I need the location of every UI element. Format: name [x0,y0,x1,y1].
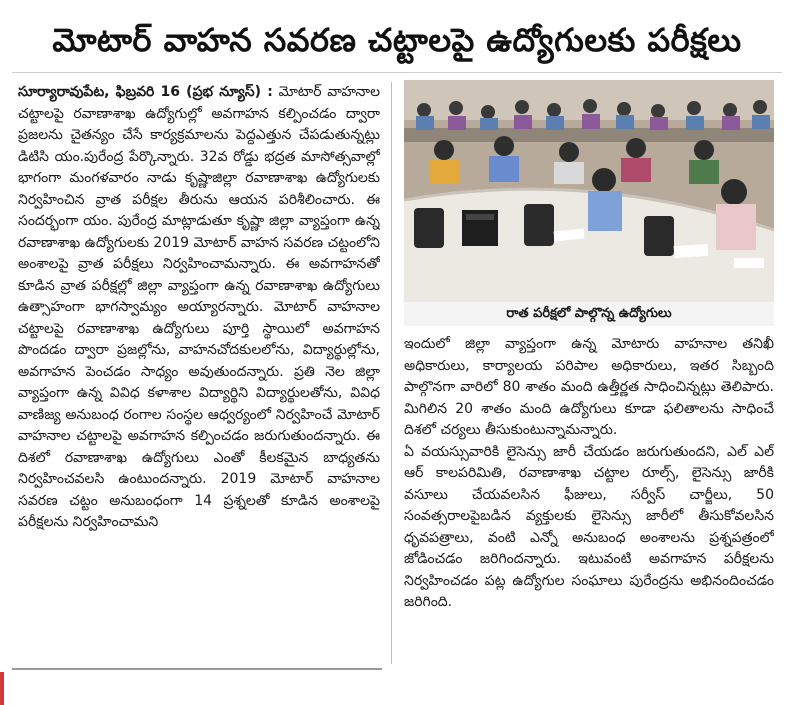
headline-rule [12,72,782,73]
exam-hall-photo [404,80,774,302]
page-edge-mark [0,672,4,705]
headline: మోటార్ వాహన సవరణ చట్టాలపై ఉద్యోగులకు పరీక్షలు [52,21,742,59]
dateline: సూర్యారావుపేట, ఫిబ్రవరి 16 (ప్రభ న్యూస్) : [18,84,273,100]
article-paragraph-right-1: ఇందులో జిల్లా వ్యాప్తంగా ఉన్న మోటారు వాహనాల తనిఖీ అధికారులు, కార్యాలయ పరిపాల అధికారులు, ఇతర సిబ్బంది పాల్గొనగా వారిలో 80 శాతం మంది ఉత్తీర్ణత సాధించిన్నట్లు తెలిపారు. మిగిలిన 20 శాతం మంది ఉద్యోగులు కూడా ఫలితాలను సాధించే దిశలో చర్యలు తీసుకుంటున్నామన్నారు. [404,336,774,438]
article-column-left [18,82,380,660]
column-divider [391,82,392,664]
bottom-rule [12,668,382,670]
article-paragraph [18,82,380,534]
photo-caption: రాత పరీక్షలో పాల్గొన్న ఉద్యోగులు [404,302,774,326]
article-paragraph-right-2: ఏ వయస్సువారికి లైసెన్సు జారీ చేయడం జరుగుతుందని, ఎల్ ఎల్ ఆర్ కాలపరిమితి, రవాణాశాఖ చట్టాల రూల్స్, లైసెన్సు జారీకి వసూలు చేయవలసిన ఫీజులు, సర్వీస్ చార్జీలు, 50 సంవత్సరాలపైబడిన వ్యక్తులకు లైసెన్సు జారీలో తీసుకోవలసిన ధృవపత్రాలు, వంటి ఎన్నో అనుబంధ అంశాలను ప్రశ్నపత్రంలో జోడించడం జరిగిందన్నారు. ఇటువంటి అవగాహన పరీక్షలను నిర్వహించడం పట్ల ఉద్యోగుల సంఘాలు పురేంద్రను అభినందించడం జరిగింది. [404,443,774,610]
news-photo-figure [404,80,774,326]
article-body-left: మోటార్ వాహనాల చట్టాలపై రవాణాశాఖ ఉద్యోగుల్లో అవగాహన కల్పించడం ద్వారా ప్రజలను చైతన్యం చేసే కార్యక్రమాలను పెద్దఎత్తున చేపడుతున్నట్లు డిటిసి యం.పురేంద్ర పేర్కొన్నారు. 32వ రోడ్డు భద్రత మాసోత్సవాల్లో భాగంగా మంగళవారం నాడు కృష్ణాజిల్లా రవాణాశాఖ ఉద్యోగులకు నిర్వహించిన వ్రాత పరీక్షల తీరును ఆయన పరిశీలించారు. ఈ సందర్భంగా యం. పురేంద్ర మాట్లాడుతూ కృష్ణా జిల్లా వ్యాప్తంగా ఉన్న రవాణాశాఖ ఉద్యోగులకు 2019 మోటార్ వాహన సవరణ చట్టంలోని అంశాలపై వ్రాత పరీక్షలు నిర్వహించామన్నారు. ఈ అవగాహనతో కూడిన వ్రాత పరీక్షల్లో జిల్లా వ్యాప్తంగా ఉన్న రవాణాశాఖ ఉద్యోగులు ఉత్సాహంగా భాగస్వామ్యం అయ్యారన్నారు. మోటార్ వాహనాల చట్టాలపై రవాణాశాఖ ఉద్యోగులు పూర్తి స్థాయిలో అవగాహన పొందడం ద్వారా ప్రజల్లోను, వాహనచోదకులలోను, విద్యార్థుల్లోను, అవగాహన పెంచడం సాధ్యం అవుతుందన్నారు. ప్రతి నెల జిల్లా వ్యాప్తంగా ఉన్న వివిధ కళాశాల విద్యార్థిని విద్యార్థులతోను, వివిధ వాణిజ్య అనుబంధ రంగాల సంస్థల ఆధ్వర్యంలో నిర్వహించే మోటార్ వాహనాల చట్టాలపై అవగాహన కల్పించడం జరుగుతుందన్నారు. ఈ దిశలో రవాణాశాఖ ఉద్యోగులు ఎంతో కీలకమైన బాధ్యతను నిర్వహించవలసి ఉంటుందన్నారు. 2019 మోటార్ వాహనాల సవరణ చట్టం అనుబంధంగా 14 ప్రశ్నలతో కూడిన అంశాలపై పరీక్షలను నిర్వహించామని [18,84,380,530]
article-column-right [404,334,774,660]
